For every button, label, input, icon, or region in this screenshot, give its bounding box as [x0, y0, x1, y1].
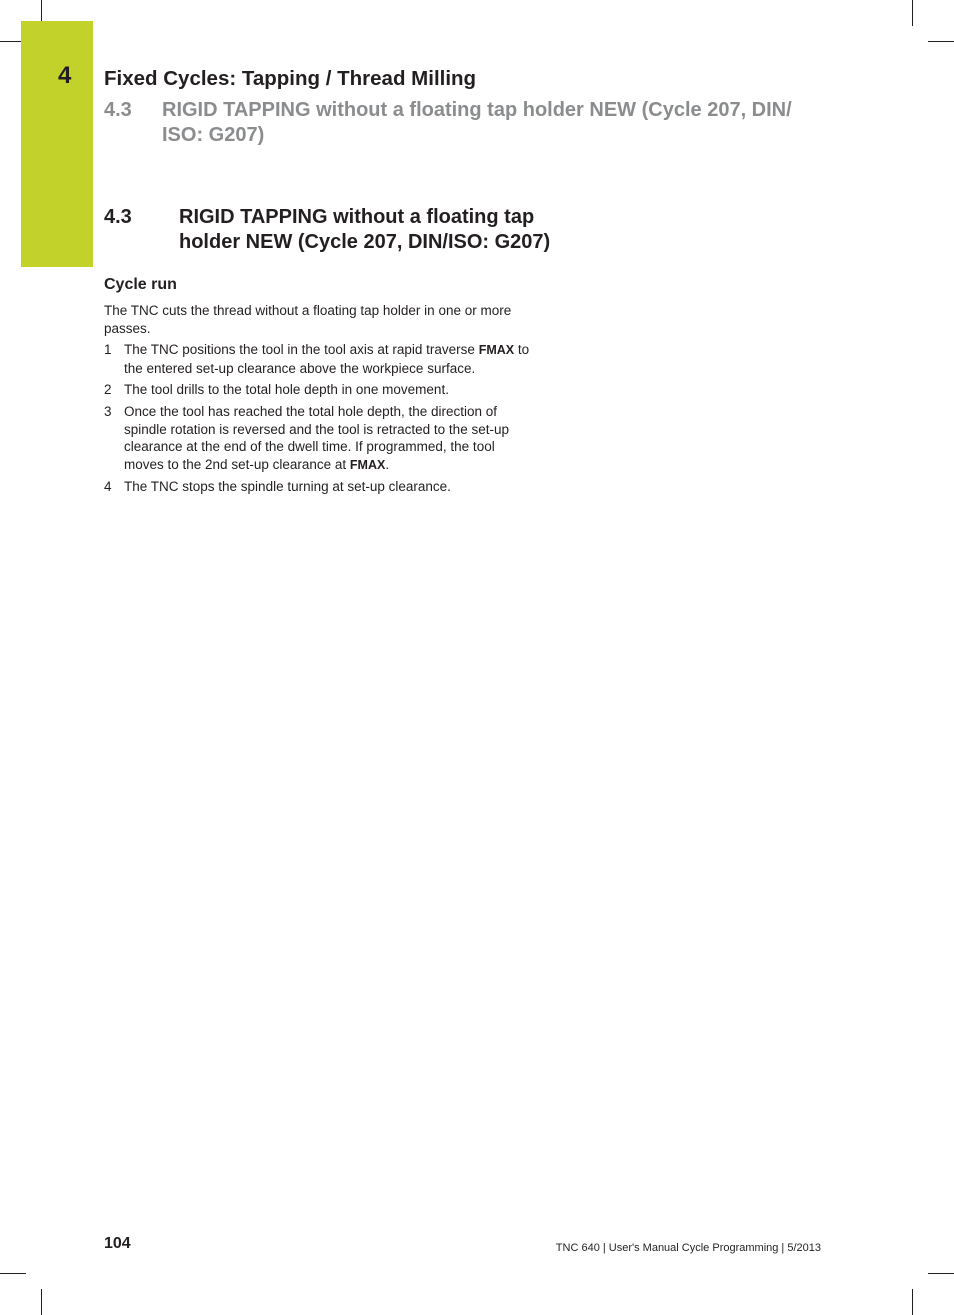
list-item — [104, 381, 534, 399]
step-text: The TNC positions the tool in the tool axis at rapid traverse — [124, 342, 479, 358]
chapter-number: 4 — [58, 62, 72, 89]
step-number: 4 — [104, 479, 112, 495]
step-list — [104, 341, 534, 496]
intro-paragraph: The TNC cuts the thread without a floating tap holder in one or more passes. — [104, 303, 512, 336]
list-item — [104, 403, 534, 474]
step-number: 2 — [104, 382, 112, 398]
crop-mark — [928, 1273, 954, 1274]
subheading-cycle-run: Cycle run — [104, 276, 177, 293]
step-text: . — [385, 456, 390, 472]
section-heading — [104, 205, 584, 255]
step-text: The tool drills to the total hole depth in one movement. — [124, 382, 449, 398]
crop-mark — [41, 1289, 42, 1315]
section-title: RIGID TAPPING without a floating tap holder NEW (Cycle 207, DIN/ISO: G207) — [179, 206, 551, 253]
step-number: 1 — [104, 342, 112, 358]
running-header-section — [104, 98, 824, 148]
keyword-fmax: FMAX — [478, 343, 515, 358]
list-item — [104, 341, 534, 377]
body-text — [104, 302, 534, 500]
crop-mark — [912, 0, 913, 26]
crop-mark — [912, 1289, 913, 1315]
section-number: 4.3 — [104, 206, 132, 228]
step-text: to the entered set-up clearance above the workpiece surface. — [124, 342, 530, 376]
footer-text: TNC 640 | User's Manual Cycle Programming | 5/2013 — [555, 1242, 821, 1254]
chapter-tab — [21, 21, 93, 267]
page-number: 104 — [104, 1235, 131, 1252]
running-header-section-title: RIGID TAPPING without a floating tap holder NEW (Cycle 207, DIN/ ISO: G207) — [162, 99, 792, 146]
running-header-section-number: 4.3 — [104, 99, 132, 121]
step-number: 3 — [104, 403, 112, 419]
crop-mark — [928, 41, 954, 42]
crop-mark — [0, 1273, 26, 1274]
keyword-fmax: FMAX — [349, 457, 386, 472]
running-header-chapter-title: Fixed Cycles: Tapping / Thread Milling — [104, 67, 477, 90]
step-text: Once the tool has reached the total hole depth, the direction of spindle rotation is reversed and the tool is retracted to the set-up clearance at the end of the dwell time. If programmed, the tool moves to the 2nd set-up clearance at — [124, 403, 509, 472]
step-text: The TNC stops the spindle turning at set-up clearance. — [124, 479, 451, 495]
list-item — [104, 478, 534, 496]
